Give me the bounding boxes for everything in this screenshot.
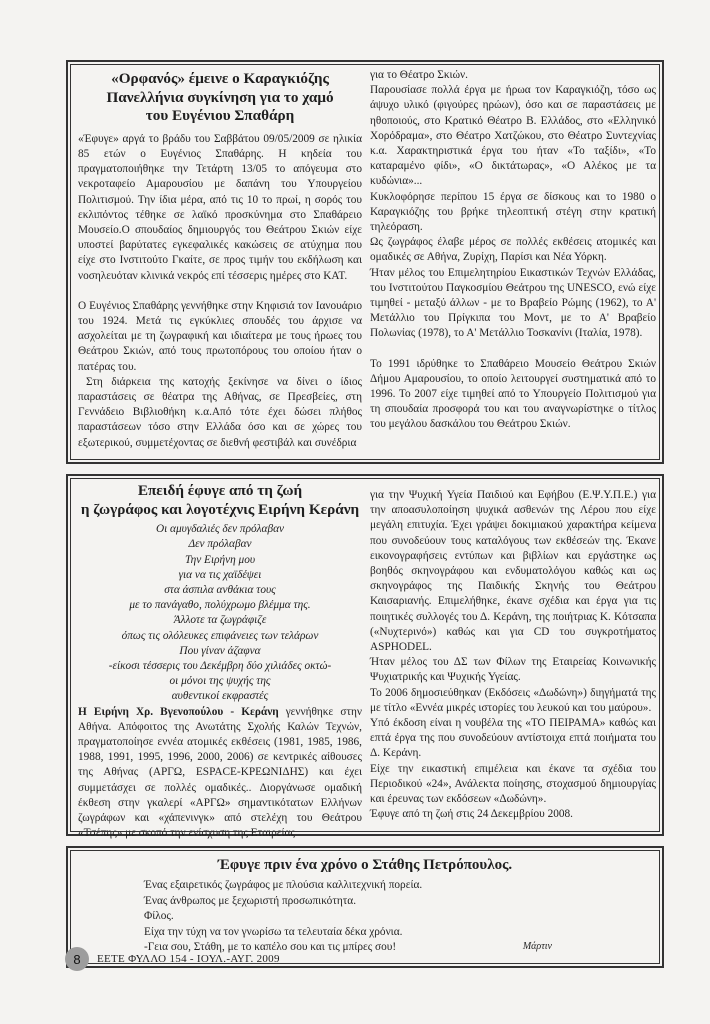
- poem-line: αυθεντικοί εκφραστές: [171, 690, 269, 703]
- text-line: Ένας εξαιρετικός ζωγράφος με πλούσια καλλιτεχνική πορεία.: [144, 879, 423, 891]
- poem-line: Που γίναν άζαφνα: [179, 644, 261, 657]
- text-line: Είχα την τύχη να τον γνωρίσω τα τελευταία δέκα χρόνια.: [144, 925, 403, 938]
- publication-info: ΕΕΤΕ ΦΥΛΛΟ 154 - ΙΟΥΛ.-ΑΥΓ. 2009: [97, 953, 280, 965]
- poem-line: όπως τις ολόλευκες επιφάνειες των τελάρων: [121, 629, 319, 642]
- signature: Μάρτιν: [522, 941, 552, 952]
- paragraph: για την Ψυχική Υγεία Παιδιού και Εφήβου (Ε.Ψ.Υ.Π.Ε.) για την αποασυλοποίηση ψυχικά ασθενών της Λέρου που είχε μεγάλη επιτυχία. Έχει γράψει δοκιμιακού χαρακτήρα κείμενα που συνοδεύουν τους καταλόγους των εκθέσεών της. Έκανε εικονογραφήσεις εντύπων και βιβλίων και εργάστηκε ως βοηθός σκηνογράφου και ενδυματολόγου καθώς και ως σκηνογράφος της Παιδικής Σκηνής του Θεάτρου Καισαριανής. Επιμελήθηκε, έκανε σχέδια και έργα για τις ποιητικές συλλογές του Δ. Κεράνη, της ποιήτριας Κ. Κότσαπα («Νυχτερινό») καθώς και για CD του συγκροτήματος ASPHODEL.: [370, 489, 656, 654]
- paragraph: Το 1991 ιδρύθηκε το Σπαθάρειο Μουσείο Θεάτρου Σκιών Δήμου Αμαρουσίου, το οποίο λειτουργεί συστηματικά από το 1996. Το 2007 είχε τιμηθεί από το Υπουργείο Πολιτισμού για τη σπουδαία προσφορά του και του αναγνωρίστηκε ο τίτλος του μεγάλου δασκάλου του Θεάτρου Σκιών.: [370, 357, 656, 431]
- bio-text: γεννήθηκε στην Αθήνα. Απόφοιτος της Ανωτάτης Σχολής Καλών Τεχνών, πραγματοποίησε εννέα ατομικές εκθέσεις (1981, 1985, 1986, 1988, 1991, 1995, 1996, 2000, 2006) σε κεντρικές αίθουσες της Αθήνας (ΑΡΓΩ, ESPACE-ΚΡΕΩΝΙΔΗΣ) και έχει συμμετάσχει σε πολλές ομαδικές.. Διοργάνωσε ομαδική έκθεση στην γκαλερί «ΑΡΓΩ» σημαντικότατων Ελλήνων ζωγράφων και «χάπενινγκ» από στελέχη του Θεάτρου «Τσέπης» με σκοπό την ενίσχυση της Εταιρείας: [78, 705, 362, 840]
- poem-line: Οι αμυγδαλιές δεν πρόλαβαν: [155, 523, 285, 536]
- page-number: 8: [65, 947, 89, 971]
- text-line: Ένας άνθρωπος με ξεχωριστή προσωπικότητα.: [144, 894, 357, 907]
- article-kerani-right-column: [370, 488, 656, 830]
- paragraph: Κυκλοφόρησε περίπου 15 έργα σε δίσκους και το 1980 ο Καραγκιόζης του βρήκε τηλεοπτική στέγη στην κρατική τηλεόραση.: [370, 190, 656, 234]
- paragraph: Είχε την εικαστική επιμέλεια και έκανε τα σχέδια του Περιοδικού «24», Ανάλεκτα ποίησης, στοχασμού δημιουργίας και έρευνας των εκδόσεων «Δωδώνη».: [370, 762, 656, 806]
- paragraph: Ως ζωγράφος έλαβε μέρος σε πολλές εκθέσεις ατομικές και ομαδικές σε Αθήνα, Ζυρίχη, Παρίσι και Νέα Υόρκη.: [370, 236, 656, 264]
- article-spatharis-right-column: [370, 68, 656, 458]
- article-petropoulos-lines: [144, 878, 422, 956]
- poem-line: οι μόνοι της ψυχής της: [169, 675, 271, 688]
- paragraph: [78, 705, 362, 842]
- paragraph: Ήταν μέλος του ΔΣ των Φίλων της Εταιρείας Κοινωνικής Ψυχιατρικής και Ψυχικής Υγείας.: [370, 656, 656, 684]
- text-line: Φίλος.: [144, 910, 174, 922]
- poem-line: με το πανάγαθο, πολύχρωμο βλέμμα της.: [129, 599, 311, 612]
- bio-name: Η Ειρήνη Χρ. Βγενοπούλου - Κεράνη: [78, 705, 279, 718]
- article-kerani: [66, 474, 664, 840]
- paragraph: Υπό έκδοση είναι η νουβέλα της «ΤΟ ΠΕΙΡΑΜΑ» καθώς και επτά έργα της που συνοδεύουν αντίστοιχα επτά ποιήματα του Δ. Κεράνη.: [370, 717, 656, 760]
- paragraph: Ο Ευγένιος Σπαθάρης γεννήθηκε στην Κηφισιά τον Ιανουάριο του 1924. Μετά τις εγκύκλιες σπουδές του άρχισε να ασχολείται με τη ζωγραφική και ιδιαίτερα με τους ήρωες του Θεάτρου Σκιών, από τους πρωτοπόρους του οποίου ήταν ο πατέρας του.: [78, 299, 362, 373]
- poem-line: για να τις χαϊδέψει: [178, 568, 262, 581]
- page-footer: [65, 947, 280, 971]
- article-kerani-title: Επειδή έφυγε από τη ζωή η ζωγράφος και λογοτέχνις Ειρήνη Κεράνη: [80, 482, 360, 518]
- poem-line: -είκοσι τέσσερις του Δεκέμβρη δύο χιλιάδες οκτώ-: [108, 660, 332, 673]
- article-kerani-left-column: [78, 482, 362, 840]
- article-petropoulos-title: Έφυγε πριν ένα χρόνο ο Στάθης Πετρόπουλος.: [217, 857, 513, 873]
- text-line: -Γεια σου, Στάθη, με το καπέλο σου και τις μπίρες σου!: [144, 941, 397, 953]
- poem-line: στα άσπιλα ανθάκια τους: [164, 584, 276, 596]
- paragraph: Έφυγε από τη ζωή στις 24 Δεκεμβρίου 2008.: [370, 808, 573, 821]
- paragraph: Ήταν μέλος του Επιμελητηρίου Εικαστικών Τεχνών Ελλάδας, του Ινστιτούτου Παγκοσμίου Θεάτρου της UNESCO, ενώ είχε τιμηθεί - μεταξύ άλλων - με το Βραβείο Ρώμης (1962), το Α' Μετάλλιο του Πρίγκιπα του Μοντ, με το Α' Βραβείο Πολωνίας (1978), το Α' Μετάλλιο Τοσκανίνι (Ιταλία, 1978).: [370, 266, 656, 340]
- poem: [78, 522, 362, 704]
- article-spatharis: [66, 60, 664, 464]
- paragraph: Παρουσίασε πολλά έργα με ήρωα τον Καραγκιόζη, τόσο ως άψυχο υλικό (φιγούρες ηρώων), όσο και σε παραστάσεις με ηθοποιούς, στο Κρατικό Θέατρο Β. Ελλάδος, στο «Ελληνικό Χορόδραμα», στο Θέατρο Χατζώκου, στο Θέατρο Συντεχνίας κ.α. Χαρακτηριστικά έργα του ήταν «Το ταξίδι», «Το καταραμένο φίδι», «Ο δικτάτωρας», «Ο Αλέκος με τα κυδώνια»...: [370, 84, 656, 188]
- article-spatharis-title: «Ορφανός» έμεινε ο Καραγκιόζης Πανελλήνια συγκίνηση για το χαμό του Ευγένιου Σπαθάρη: [106, 70, 334, 125]
- paragraph: «Έφυγε» αργά το βράδυ του Σαββάτου 09/05/2009 σε ηλικία 85 ετών ο Ευγένιος Σπαθάρης. Η κηδεία του πραγματοποιήθηκε την Τετάρτη 13/05 το απόγευμα στο νεκροταφείο Αμαρουσίου με δαπάνη του Υπουργείου Πολιτισμού. Την ίδια μέρα, από τις 10 το πρωί, η σορός του εκλιπόντος τέθηκε σε λαϊκό προσκύνημα στο Σπαθάρειο Μουσείο.Ο σπουδαίος δημιουργός του Θεάτρου Σκιών είχε υποστεί βαρύτατες εγκεφαλικές κακώσεις σε ατύχημα που είχε στο Ινστιτούτο Γκαίτε, σε προς τιμήν του εκδήλωση και νοσηλευόταν κλινικά νεκρός επί τέσσερις ημέρες στο ΚΑΤ.: [78, 132, 362, 282]
- paragraph: Το 2006 δημοσιεύθηκαν (Εκδόσεις «Δωδώνη») διηγήματά της με τίτλο «Εννέα μικρές ιστορίες του λευκού και του μαύρου».: [370, 686, 656, 714]
- paragraph: Στη διάρκεια της κατοχής ξεκίνησε να δίνει ο ίδιος παραστάσεις σε θέατρα της Αθήνας, σε Πρεσβείες, στη Γεννάδειο Βιβλιοθήκη κ.α.Από τότε έχει δώσει πλήθος παραστάσεων τόσο στην Ελλάδα όσο και σε χώρες του εξωτερικού, συμμετέχοντας σε διεθνή φεστιβάλ και συνέδρια: [78, 375, 362, 449]
- article-petropoulos-content: [68, 856, 662, 874]
- article-spatharis-left-column: [78, 70, 362, 458]
- paragraph: για το Θέατρο Σκιών.: [370, 69, 468, 81]
- poem-line: Άλλοτε τα ζωγράφιζε: [173, 614, 267, 627]
- poem-line: Την Ειρήνη μου: [184, 553, 256, 566]
- poem-line: Δεν πρόλαβαν: [188, 538, 252, 551]
